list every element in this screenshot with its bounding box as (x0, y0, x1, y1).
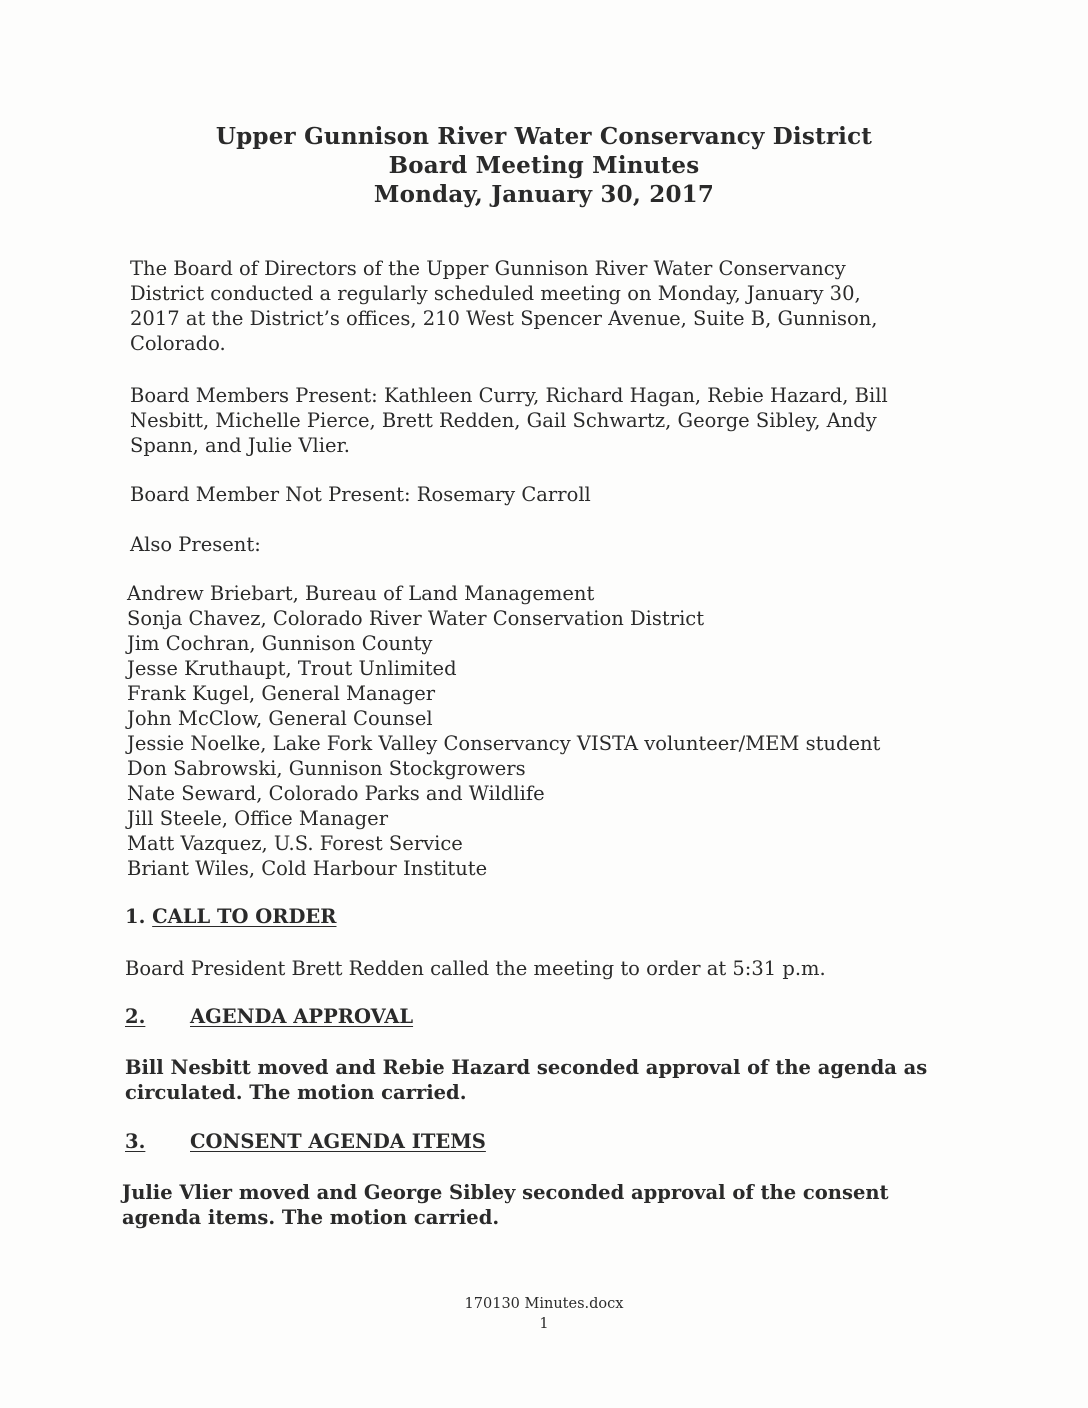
section-title: CONSENT AGENDA ITEMS (190, 1130, 486, 1153)
attendee-item: Frank Kugel, General Manager (127, 682, 436, 705)
also-present-label: Also Present: (130, 533, 261, 556)
attendee-item: Jessie Noelke, Lake Fork Valley Conservancy VISTA volunteer/MEM student (127, 732, 881, 755)
attendee-item: Jim Cochran, Gunnison County (127, 632, 433, 655)
attendee-item: Andrew Briebart, Bureau of Land Management (127, 582, 595, 605)
agenda-approval-motion (125, 1055, 927, 1105)
also-present-list (127, 581, 880, 881)
footer-page-number: 1 (539, 1316, 549, 1332)
section-title: AGENDA APPROVAL (190, 1005, 414, 1028)
call-to-order-text: Board President Brett Redden called the meeting to order at 5:31 p.m. (125, 957, 826, 980)
motion-line: agenda items. The motion carried. (122, 1206, 500, 1229)
intro-paragraph (130, 256, 877, 356)
consent-agenda-motion (122, 1180, 889, 1230)
attendee-item: Nate Seward, Colorado Parks and Wildlife (127, 782, 545, 805)
present-line: Board Members Present: Kathleen Curry, Richard Hagan, Rebie Hazard, Bill (130, 384, 888, 407)
attendee-item: John McClow, General Counsel (127, 707, 433, 730)
motion-line: circulated. The motion carried. (125, 1081, 467, 1104)
attendee-item: Sonja Chavez, Colorado River Water Conservation District (127, 607, 705, 630)
intro-line: The Board of Directors of the Upper Gunnison River Water Conservancy (130, 257, 846, 280)
board-members-present (130, 383, 888, 458)
attendee-item: Jesse Kruthaupt, Trout Unlimited (127, 657, 457, 680)
attendee-item: Don Sabrowski, Gunnison Stockgrowers (127, 757, 526, 780)
section-heading-consent-agenda (125, 1129, 486, 1154)
present-line: Spann, and Julie Vlier. (130, 434, 350, 457)
document-title-type: Board Meeting Minutes (388, 152, 700, 179)
intro-line: District conducted a regularly scheduled meeting on Monday, January 30, (130, 282, 861, 305)
motion-line: Julie Vlier moved and George Sibley seconded approval of the consent (122, 1181, 889, 1204)
attendee-item: Matt Vazquez, U.S. Forest Service (127, 832, 463, 855)
document-title-date: Monday, January 30, 2017 (373, 181, 715, 208)
footer-filename: 170130 Minutes.docx (464, 1296, 624, 1312)
attendee-item: Briant Wiles, Cold Harbour Institute (127, 857, 488, 880)
intro-line: 2017 at the District’s offices, 210 West Spencer Avenue, Suite B, Gunnison, (130, 307, 878, 330)
section-title: CALL TO ORDER (152, 905, 337, 928)
document-title-organization: Upper Gunnison River Water Conservancy District (215, 123, 873, 150)
board-member-not-present: Board Member Not Present: Rosemary Carroll (130, 483, 591, 506)
section-number: 3. (125, 1130, 146, 1153)
section-number: 2. (125, 1005, 146, 1028)
attendee-item: Jill Steele, Office Manager (127, 807, 389, 830)
section-heading-agenda-approval (125, 1004, 413, 1029)
intro-line: Colorado. (130, 332, 226, 355)
section-heading-call-to-order (125, 904, 336, 929)
section-number: 1. (125, 905, 146, 928)
motion-line: Bill Nesbitt moved and Rebie Hazard seconded approval of the agenda as (125, 1056, 928, 1079)
present-line: Nesbitt, Michelle Pierce, Brett Redden, Gail Schwartz, George Sibley, Andy (130, 409, 877, 432)
